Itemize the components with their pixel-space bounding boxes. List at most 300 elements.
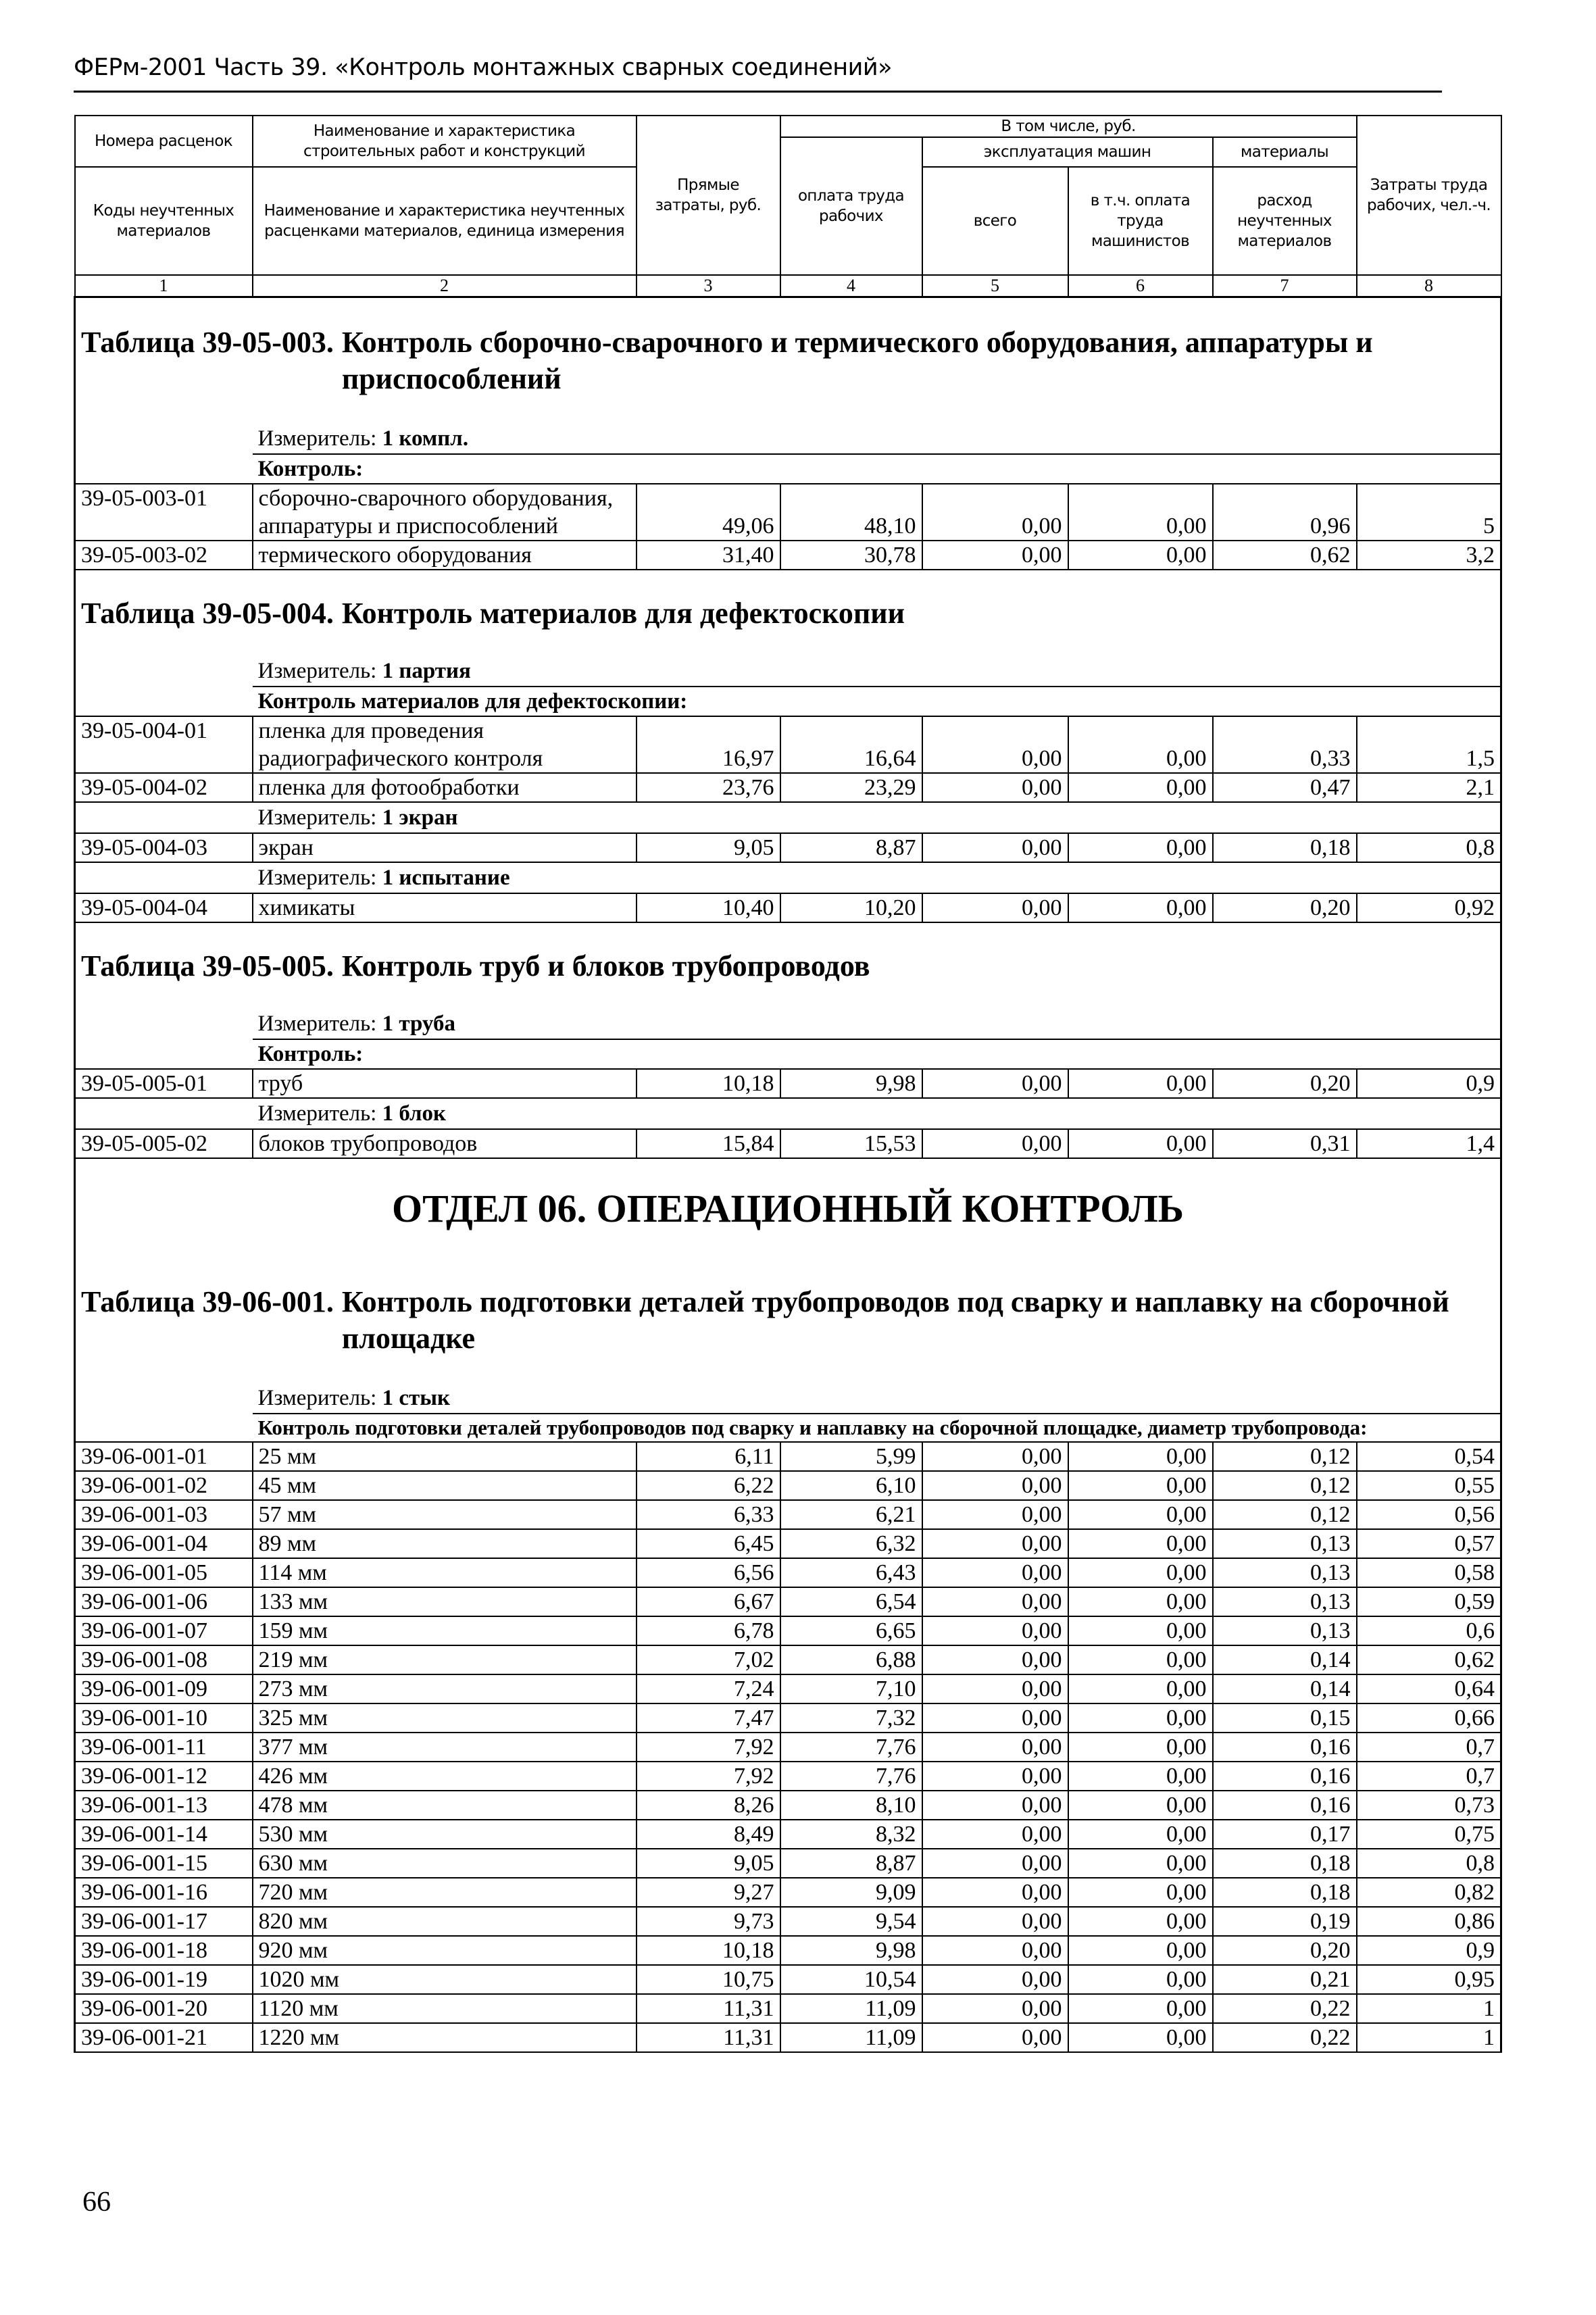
materials-cost: 0,12 (1213, 1442, 1357, 1471)
machines-total: 0,00 (922, 1965, 1068, 1994)
machinists-labor: 0,00 (1068, 1849, 1213, 1878)
measure-value: 1 блок (382, 1101, 447, 1126)
labor-cost: 9,09 (780, 1878, 922, 1907)
measure-value: 1 стык (382, 1386, 450, 1410)
labor-cost: 6,10 (780, 1471, 922, 1500)
measure-row (75, 656, 1501, 687)
table-title-text (81, 1284, 1495, 1357)
measure-label: Измеритель: (257, 1012, 377, 1036)
direct-cost: 11,31 (637, 1994, 780, 2023)
labor-hours: 0,56 (1357, 1500, 1501, 1529)
measure-label: Измеритель: (257, 1101, 377, 1126)
column-number: 7 (1213, 275, 1357, 297)
labor-cost: 9,98 (780, 1069, 922, 1098)
machines-total: 0,00 (922, 2023, 1068, 2052)
materials-cost: 0,15 (1213, 1703, 1357, 1733)
rate-code: 39-06-001-06 (75, 1587, 253, 1616)
division-row (75, 1158, 1501, 1258)
machinists-labor: 0,00 (1068, 1936, 1213, 1965)
work-name: 219 мм (253, 1645, 637, 1674)
labor-hours: 0,73 (1357, 1791, 1501, 1820)
rate-code: 39-05-005-01 (75, 1069, 253, 1098)
blank-cell (75, 656, 253, 687)
machines-total: 0,00 (922, 1129, 1068, 1158)
direct-cost: 31,40 (637, 541, 780, 570)
blank-cell (75, 1383, 253, 1414)
direct-cost: 15,84 (637, 1129, 780, 1158)
blank-cell (75, 1098, 253, 1129)
direct-cost: 6,67 (637, 1587, 780, 1616)
blank-cell (75, 1039, 253, 1069)
direct-cost: 10,18 (637, 1069, 780, 1098)
column-numbers (75, 275, 1501, 297)
direct-cost: 7,47 (637, 1703, 780, 1733)
work-name: труб (253, 1069, 637, 1098)
column-number: 1 (75, 275, 253, 297)
machinists-labor: 0,00 (1068, 833, 1213, 862)
table-row (75, 1820, 1501, 1849)
machines-total: 0,00 (922, 1762, 1068, 1791)
materials-cost: 0,96 (1213, 484, 1357, 541)
labor-cost: 7,32 (780, 1703, 922, 1733)
machines-total: 0,00 (922, 1733, 1068, 1762)
blank-cell (75, 1414, 253, 1442)
measure-label: Измеритель: (257, 805, 377, 830)
header-col2-top: Наименование и характеристика строительных работ и конструкций (253, 116, 637, 167)
header-col1-top: Номера расценок (75, 116, 253, 167)
machines-total: 0,00 (922, 1878, 1068, 1907)
labor-hours: 2,1 (1357, 773, 1501, 802)
materials-cost: 0,17 (1213, 1820, 1357, 1849)
table-row (75, 1762, 1501, 1791)
materials-cost: 0,18 (1213, 1878, 1357, 1907)
labor-hours: 0,86 (1357, 1907, 1501, 1936)
header-col1-bottom: Коды неучтенных материалов (75, 167, 253, 275)
machines-total: 0,00 (922, 1907, 1068, 1936)
labor-cost: 6,43 (780, 1558, 922, 1587)
table-row (75, 1529, 1501, 1558)
table-title (75, 922, 1501, 1009)
measure-unit (253, 1009, 1501, 1039)
column-number: 6 (1068, 275, 1213, 297)
table-row (75, 484, 1501, 541)
table-row (75, 1129, 1501, 1158)
direct-cost: 6,56 (637, 1558, 780, 1587)
table-row (75, 1703, 1501, 1733)
group-heading: Контроль подготовки деталей трубопроводов под сварку и наплавку на сборочной площадке, диаметр трубопровода: (253, 1414, 1501, 1442)
rate-code: 39-06-001-20 (75, 1994, 253, 2023)
table-title-name: Контроль подготовки деталей трубопроводов под сварку и наплавку на сборочной площадке (341, 1285, 1449, 1355)
machinists-labor: 0,00 (1068, 1645, 1213, 1674)
work-name: экран (253, 833, 637, 862)
rate-code: 39-06-001-10 (75, 1703, 253, 1733)
work-name: 273 мм (253, 1674, 637, 1703)
work-name: 920 мм (253, 1936, 637, 1965)
measure-value: 1 экран (382, 805, 458, 830)
labor-cost: 7,76 (780, 1733, 922, 1762)
table-title-row (75, 922, 1501, 1009)
machinists-labor: 0,00 (1068, 1674, 1213, 1703)
work-name: 325 мм (253, 1703, 637, 1733)
table-row (75, 893, 1501, 922)
labor-cost: 16,64 (780, 716, 922, 773)
materials-cost: 0,20 (1213, 893, 1357, 922)
measure-value: 1 испытание (382, 866, 510, 890)
direct-cost: 9,05 (637, 833, 780, 862)
table-row (75, 1936, 1501, 1965)
rate-code: 39-06-001-15 (75, 1849, 253, 1878)
group-heading: Контроль материалов для дефектоскопии: (253, 687, 1501, 716)
direct-cost: 6,22 (637, 1471, 780, 1500)
table-row (75, 1069, 1501, 1098)
measure-unit (253, 862, 1501, 893)
direct-cost: 23,76 (637, 773, 780, 802)
labor-cost: 8,10 (780, 1791, 922, 1820)
machines-total: 0,00 (922, 1442, 1068, 1471)
measure-unit (253, 424, 1501, 454)
machinists-labor: 0,00 (1068, 1703, 1213, 1733)
measure-label: Измеритель: (257, 866, 377, 890)
rate-code: 39-05-005-02 (75, 1129, 253, 1158)
labor-cost: 6,65 (780, 1616, 922, 1645)
direct-cost: 6,11 (637, 1442, 780, 1471)
table-title-row (75, 1258, 1501, 1383)
materials-cost: 0,13 (1213, 1529, 1357, 1558)
direct-cost: 9,27 (637, 1878, 780, 1907)
group-heading: Контроль: (253, 1039, 1501, 1069)
direct-cost: 8,26 (637, 1791, 780, 1820)
rate-code: 39-06-001-19 (75, 1965, 253, 1994)
labor-cost: 5,99 (780, 1442, 922, 1471)
materials-cost: 0,13 (1213, 1558, 1357, 1587)
rate-code: 39-06-001-03 (75, 1500, 253, 1529)
table-row (75, 1907, 1501, 1936)
header-machines-labor: в т.ч. оплата труда машинистов (1068, 167, 1213, 275)
machinists-labor: 0,00 (1068, 1587, 1213, 1616)
group-row (75, 454, 1501, 484)
labor-hours: 1,4 (1357, 1129, 1501, 1158)
labor-hours: 0,9 (1357, 1936, 1501, 1965)
machinists-labor: 0,00 (1068, 716, 1213, 773)
column-number: 3 (637, 275, 780, 297)
machines-total: 0,00 (922, 484, 1068, 541)
labor-cost: 10,20 (780, 893, 922, 922)
machines-total: 0,00 (922, 1500, 1068, 1529)
table-code: Таблица 39-06-001. (81, 1285, 334, 1318)
materials-cost: 0,14 (1213, 1645, 1357, 1674)
direct-cost: 10,18 (637, 1936, 780, 1965)
work-name: пленка для проведения радиографического контроля (253, 716, 637, 773)
materials-cost: 0,18 (1213, 1849, 1357, 1878)
rate-code: 39-05-003-02 (75, 541, 253, 570)
labor-hours: 0,57 (1357, 1529, 1501, 1558)
labor-cost: 6,21 (780, 1500, 922, 1529)
header-materials-unaccounted: расход неучтенных материалов (1213, 167, 1357, 275)
price-table (74, 115, 1502, 2053)
table-title (75, 297, 1501, 424)
table-row (75, 1733, 1501, 1762)
materials-cost: 0,22 (1213, 2023, 1357, 2052)
work-name: 45 мм (253, 1471, 637, 1500)
work-name: термического оборудования (253, 541, 637, 570)
blank-cell (75, 802, 253, 833)
group-heading: Контроль: (253, 454, 1501, 484)
materials-cost: 0,16 (1213, 1791, 1357, 1820)
machinists-labor: 0,00 (1068, 1994, 1213, 2023)
rate-code: 39-06-001-05 (75, 1558, 253, 1587)
work-name: 478 мм (253, 1791, 637, 1820)
measure-label: Измеритель: (257, 659, 377, 683)
work-name: 57 мм (253, 1500, 637, 1529)
work-name: 820 мм (253, 1907, 637, 1936)
work-name: 159 мм (253, 1616, 637, 1645)
measure-row (75, 1098, 1501, 1129)
machines-total: 0,00 (922, 1529, 1068, 1558)
header-col3: Прямые затраты, руб. (637, 116, 780, 275)
machinists-labor: 0,00 (1068, 1907, 1213, 1936)
table-row (75, 1558, 1501, 1587)
rate-code: 39-06-001-18 (75, 1936, 253, 1965)
machinists-labor: 0,00 (1068, 1762, 1213, 1791)
column-number: 4 (780, 275, 922, 297)
labor-cost: 10,54 (780, 1965, 922, 1994)
table-title-name: Контроль сборочно-сварочного и термического оборудования, аппаратуры и приспособлений (341, 326, 1373, 395)
labor-hours: 5 (1357, 484, 1501, 541)
rate-code: 39-06-001-04 (75, 1529, 253, 1558)
labor-cost: 9,98 (780, 1936, 922, 1965)
rate-code: 39-06-001-12 (75, 1762, 253, 1791)
table-title-text (81, 324, 1495, 397)
machines-total: 0,00 (922, 716, 1068, 773)
measure-row (75, 862, 1501, 893)
blank-cell (75, 424, 253, 454)
machines-total: 0,00 (922, 1645, 1068, 1674)
machines-total: 0,00 (922, 1616, 1068, 1645)
work-name: 530 мм (253, 1820, 637, 1849)
work-name: 630 мм (253, 1849, 637, 1878)
materials-cost: 0,20 (1213, 1069, 1357, 1098)
table-code: Таблица 39-05-005. (81, 949, 334, 982)
header-labor: оплата труда рабочих (780, 137, 922, 275)
table-title (75, 1258, 1501, 1383)
blank-cell (75, 1009, 253, 1039)
measure-unit (253, 1383, 1501, 1414)
table-row (75, 1965, 1501, 1994)
rate-code: 39-06-001-11 (75, 1733, 253, 1762)
machinists-labor: 0,00 (1068, 2023, 1213, 2052)
measure-row (75, 1383, 1501, 1414)
machines-total: 0,00 (922, 1820, 1068, 1849)
labor-cost: 6,54 (780, 1587, 922, 1616)
work-name: 720 мм (253, 1878, 637, 1907)
machinists-labor: 0,00 (1068, 1965, 1213, 1994)
labor-cost: 15,53 (780, 1129, 922, 1158)
materials-cost: 0,47 (1213, 773, 1357, 802)
rate-code: 39-06-001-16 (75, 1878, 253, 1907)
labor-hours: 0,7 (1357, 1733, 1501, 1762)
blank-cell (75, 687, 253, 716)
work-name: блоков трубопроводов (253, 1129, 637, 1158)
column-number: 2 (253, 275, 637, 297)
rate-code: 39-06-001-14 (75, 1820, 253, 1849)
labor-cost: 6,88 (780, 1645, 922, 1674)
table-row (75, 1878, 1501, 1907)
work-name: 426 мм (253, 1762, 637, 1791)
machines-total: 0,00 (922, 773, 1068, 802)
table-row (75, 1442, 1501, 1471)
header-col2-bottom: Наименование и характеристика неучтенных расценками материалов, единица измерения (253, 167, 637, 275)
machinists-labor: 0,00 (1068, 1529, 1213, 1558)
measure-value: 1 партия (382, 659, 471, 683)
machines-total: 0,00 (922, 1587, 1068, 1616)
machines-total: 0,00 (922, 1994, 1068, 2023)
direct-cost: 8,49 (637, 1820, 780, 1849)
table-title-name: Контроль материалов для дефектоскопии (341, 596, 905, 630)
materials-cost: 0,16 (1213, 1733, 1357, 1762)
labor-cost: 23,29 (780, 773, 922, 802)
table-code: Таблица 39-05-003. (81, 326, 334, 359)
running-header: ФЕРм-2001 Часть 39. «Контроль монтажных сварных соединений» (74, 54, 893, 81)
materials-cost: 0,18 (1213, 833, 1357, 862)
table-row (75, 833, 1501, 862)
rate-code: 39-06-001-09 (75, 1674, 253, 1703)
machines-total: 0,00 (922, 1069, 1068, 1098)
labor-hours: 0,59 (1357, 1587, 1501, 1616)
rate-code: 39-06-001-07 (75, 1616, 253, 1645)
machinists-labor: 0,00 (1068, 1558, 1213, 1587)
column-number: 5 (922, 275, 1068, 297)
table-row (75, 1587, 1501, 1616)
table-row (75, 1849, 1501, 1878)
measure-row (75, 424, 1501, 454)
rate-code: 39-06-001-08 (75, 1645, 253, 1674)
measure-value: 1 труба (382, 1012, 455, 1036)
measure-unit (253, 656, 1501, 687)
labor-cost: 11,09 (780, 2023, 922, 2052)
labor-hours: 0,58 (1357, 1558, 1501, 1587)
measure-value: 1 компл. (382, 426, 469, 451)
machinists-labor: 0,00 (1068, 484, 1213, 541)
table-row (75, 1674, 1501, 1703)
materials-cost: 0,22 (1213, 1994, 1357, 2023)
materials-cost: 0,16 (1213, 1762, 1357, 1791)
direct-cost: 6,33 (637, 1500, 780, 1529)
labor-cost: 8,87 (780, 1849, 922, 1878)
measure-unit (253, 1098, 1501, 1129)
labor-cost: 30,78 (780, 541, 922, 570)
work-name: 1220 мм (253, 2023, 637, 2052)
table-row (75, 1994, 1501, 2023)
machinists-labor: 0,00 (1068, 1069, 1213, 1098)
machines-total: 0,00 (922, 833, 1068, 862)
rate-code: 39-05-004-04 (75, 893, 253, 922)
table-header (75, 116, 1501, 275)
work-name: 89 мм (253, 1529, 637, 1558)
group-row (75, 1039, 1501, 1069)
work-name: 377 мм (253, 1733, 637, 1762)
table-body (75, 297, 1501, 2053)
materials-cost: 0,21 (1213, 1965, 1357, 1994)
machinists-labor: 0,00 (1068, 1442, 1213, 1471)
rate-code: 39-05-004-02 (75, 773, 253, 802)
machinists-labor: 0,00 (1068, 541, 1213, 570)
labor-hours: 0,54 (1357, 1442, 1501, 1471)
labor-hours: 0,64 (1357, 1674, 1501, 1703)
direct-cost: 7,92 (637, 1762, 780, 1791)
labor-cost: 7,10 (780, 1674, 922, 1703)
direct-cost: 9,05 (637, 1849, 780, 1878)
measure-row (75, 1009, 1501, 1039)
group-row (75, 1414, 1501, 1442)
labor-hours: 0,8 (1357, 833, 1501, 862)
machinists-labor: 0,00 (1068, 773, 1213, 802)
machinists-labor: 0,00 (1068, 1129, 1213, 1158)
table-title (75, 570, 1501, 656)
machines-total: 0,00 (922, 1936, 1068, 1965)
direct-cost: 6,78 (637, 1616, 780, 1645)
table-title-text (81, 595, 1495, 632)
work-name: сборочно-сварочного оборудования, аппаратуры и приспособлений (253, 484, 637, 541)
labor-hours: 0,75 (1357, 1820, 1501, 1849)
table-title-text (81, 948, 1495, 985)
table-row (75, 716, 1501, 773)
table-row (75, 1471, 1501, 1500)
measure-unit (253, 802, 1501, 833)
materials-cost: 0,14 (1213, 1674, 1357, 1703)
table-row (75, 1500, 1501, 1529)
labor-hours: 0,7 (1357, 1762, 1501, 1791)
work-name: 1120 мм (253, 1994, 637, 2023)
labor-hours: 0,92 (1357, 893, 1501, 922)
rate-code: 39-05-004-03 (75, 833, 253, 862)
rate-code: 39-06-001-01 (75, 1442, 253, 1471)
header-including: В том числе, руб. (780, 116, 1357, 137)
rate-code: 39-06-001-13 (75, 1791, 253, 1820)
labor-cost: 9,54 (780, 1907, 922, 1936)
labor-hours: 3,2 (1357, 541, 1501, 570)
machinists-labor: 0,00 (1068, 1500, 1213, 1529)
header-machines: эксплуатация машин (922, 137, 1213, 167)
work-name: 1020 мм (253, 1965, 637, 1994)
header-rule (74, 91, 1442, 93)
labor-hours: 0,62 (1357, 1645, 1501, 1674)
labor-hours: 0,9 (1357, 1069, 1501, 1098)
rate-code: 39-06-001-02 (75, 1471, 253, 1500)
machinists-labor: 0,00 (1068, 1878, 1213, 1907)
machines-total: 0,00 (922, 1703, 1068, 1733)
machines-total: 0,00 (922, 1471, 1068, 1500)
table-row (75, 773, 1501, 802)
table-title-row (75, 297, 1501, 424)
labor-hours: 0,95 (1357, 1965, 1501, 1994)
direct-cost: 7,92 (637, 1733, 780, 1762)
materials-cost: 0,12 (1213, 1471, 1357, 1500)
machines-total: 0,00 (922, 1791, 1068, 1820)
machines-total: 0,00 (922, 893, 1068, 922)
materials-cost: 0,12 (1213, 1500, 1357, 1529)
table-row (75, 1645, 1501, 1674)
blank-cell (75, 862, 253, 893)
materials-cost: 0,31 (1213, 1129, 1357, 1158)
labor-cost: 8,87 (780, 833, 922, 862)
table-row (75, 2023, 1501, 2052)
materials-cost: 0,20 (1213, 1936, 1357, 1965)
work-name: химикаты (253, 893, 637, 922)
direct-cost: 9,73 (637, 1907, 780, 1936)
table-code: Таблица 39-05-004. (81, 596, 334, 630)
measure-label: Измеритель: (257, 426, 377, 451)
direct-cost: 7,24 (637, 1674, 780, 1703)
